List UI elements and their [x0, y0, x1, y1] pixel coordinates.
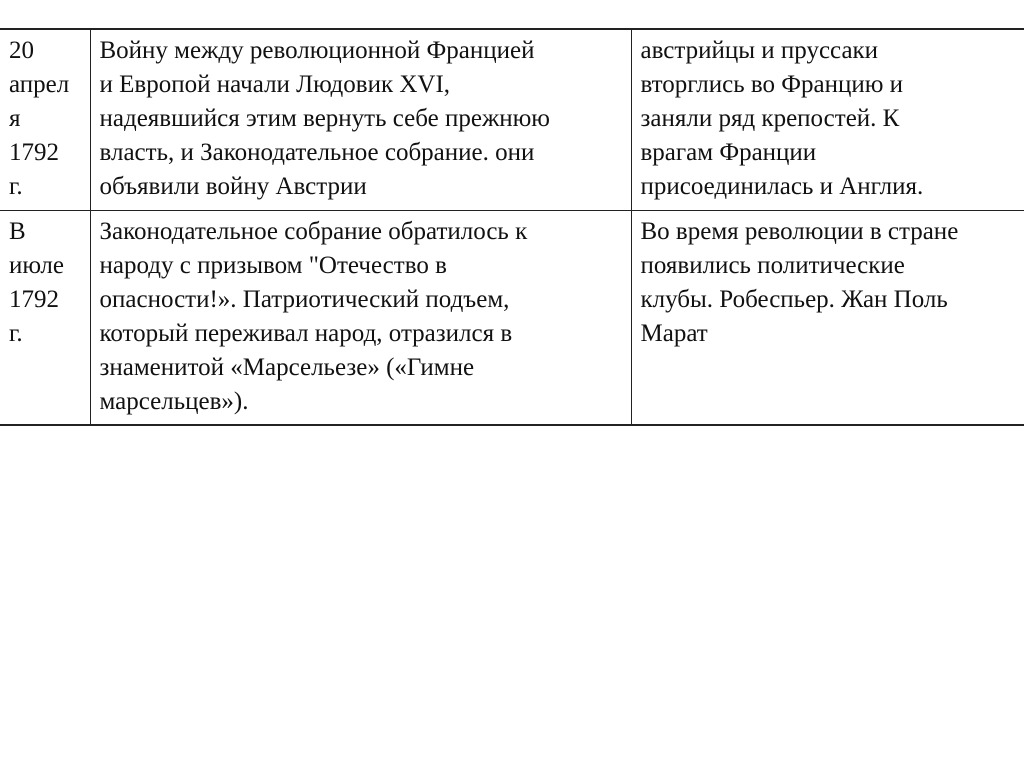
date-cell	[0, 29, 90, 211]
event-text: Законодательное собрание обратилось к народу с призывом "Отечество в опасности!». Патриотический подъем, который переживал народ, отразился в знаменитой «Марсельезе» («Гимне марсельцев»).	[99, 218, 528, 415]
event-cell	[90, 29, 631, 211]
result-text: Во время революции в стране появились политические клубы. Робеспьер. Жан Поль Марат	[640, 218, 959, 347]
event-text: Войну между революционной Францией и Европой начали Людовик XVI, надеявшийся этим вернуть себе прежнюю власть, и Законодательное собрание. они объявили войну Австрии	[99, 37, 550, 200]
date-text: 20 апрел я 1792 г.	[9, 37, 70, 200]
table-row	[0, 29, 1024, 211]
date-text: В июле 1792 г.	[9, 218, 65, 347]
result-text: австрийцы и пруссаки вторглись во Францию и заняли ряд крепостей. К врагам Франции присоединилась и Англия.	[640, 37, 924, 200]
result-cell	[631, 211, 1024, 426]
history-table	[0, 28, 1024, 426]
date-cell	[0, 211, 90, 426]
table-row	[0, 211, 1024, 426]
event-cell	[90, 211, 631, 426]
result-cell	[631, 29, 1024, 211]
